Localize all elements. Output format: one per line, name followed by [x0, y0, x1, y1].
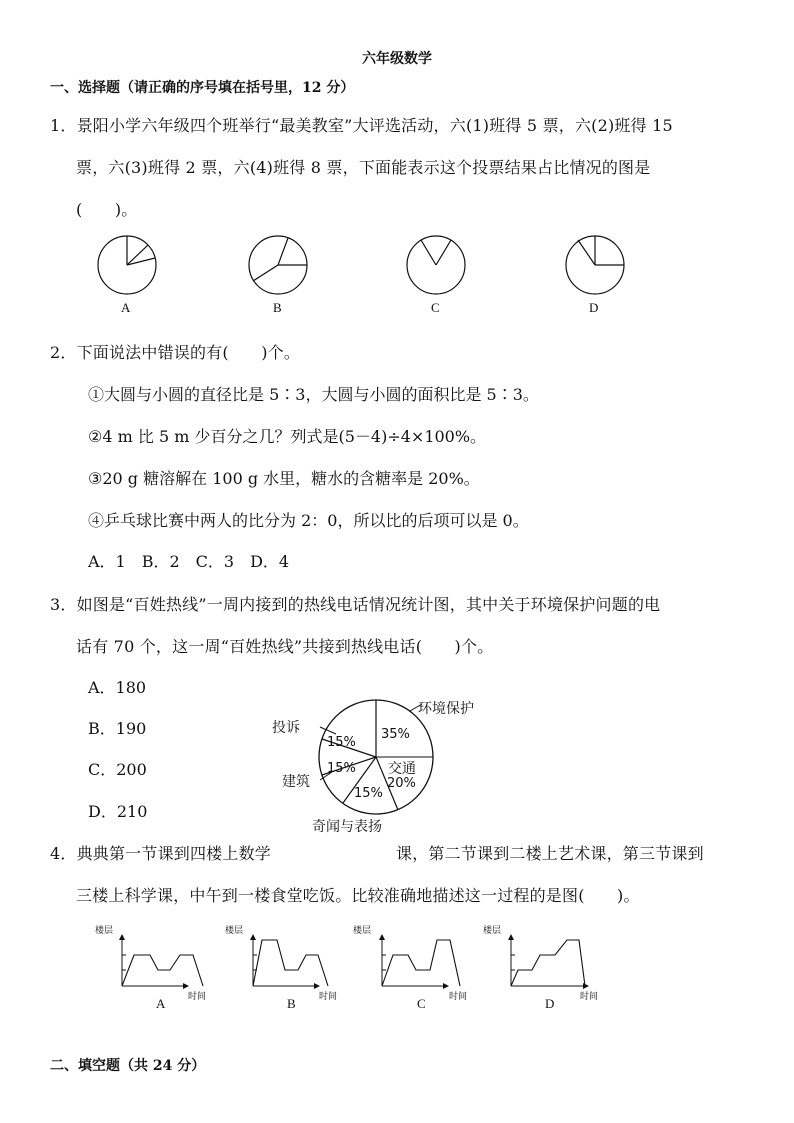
pie-env-label: 环境保护 — [418, 701, 474, 717]
pie-news-label: 奇闻与表扬 — [312, 819, 382, 835]
graph-d-label: D — [545, 996, 555, 1011]
q4-line1b: 课，第二节课到二楼上艺术课，第三节课到 — [396, 844, 704, 863]
q3-option-c: C．200 — [88, 760, 147, 779]
graph-c-y-label: 楼层 — [353, 926, 372, 936]
pie-option-b-label: B — [273, 300, 282, 315]
q3-option-a: A．180 — [88, 678, 147, 697]
floor-graph-b[interactable] — [253, 935, 328, 986]
graph-c-label: C — [417, 996, 426, 1011]
q2-statement-3: ③20 g 糖溶解在 100 g 水里，糖水的含糖率是 20%。 — [88, 469, 480, 488]
q1-line2: 票，六(3)班得 2 票，六(4)班得 8 票，下面能表示这个投票结果占比情况的图是 — [76, 158, 651, 177]
graph-c-x-label: 时间 — [449, 992, 468, 1002]
section-1-heading: 一、选择题（请正确的序号填在括号里，12 分） — [50, 80, 355, 96]
graph-b-label: B — [287, 996, 296, 1011]
pie-traffic-label: 交通 — [388, 761, 416, 777]
pie-option-c-label: C — [431, 300, 440, 315]
graph-a-x-label: 时间 — [188, 992, 207, 1002]
pie-option-a-label: A — [121, 300, 131, 315]
q2-stem: 2．下面说法中错误的有( )个。 — [50, 343, 301, 362]
pie-option-d-label: D — [589, 300, 599, 315]
graph-d-y-label: 楼层 — [483, 926, 502, 936]
pie-env-pct: 35% — [381, 727, 410, 742]
graph-b-y-label: 楼层 — [225, 926, 244, 936]
pie-build-pct: 15% — [327, 761, 356, 776]
q4-line2: 三楼上科学课，中午到一楼食堂吃饭。比较准确地描述这一过程的是图( )。 — [76, 886, 640, 905]
q3-option-b: B．190 — [88, 719, 147, 738]
q1-line1: 1．景阳小学六年级四个班举行“最美教室”大评选活动，六(1)班得 5 票，六(2)班得 15 — [50, 116, 673, 135]
pie-complaint-pct: 15% — [327, 735, 356, 750]
floor-graph-c[interactable] — [382, 935, 460, 986]
q2-statement-4: ④乒乓球比赛中两人的比分为 2：0，所以比的后项可以是 0。 — [88, 511, 529, 530]
q2-choices: A．1 B．2 C．3 D．4 — [88, 552, 290, 571]
floor-graph-a[interactable] — [122, 935, 203, 986]
pie-build-label: 建筑 — [282, 774, 310, 790]
section-2-heading: 二、填空题（共 24 分） — [50, 1058, 206, 1074]
q3-line1: 3．如图是“百姓热线”一周内接到的热线电话情况统计图，其中关于环境保护问题的电 — [50, 595, 661, 614]
q1-line3: ( )。 — [76, 200, 138, 219]
graph-a-label: A — [156, 996, 166, 1011]
graph-d-x-label: 时间 — [580, 992, 599, 1002]
page-title: 六年级数学 — [362, 51, 432, 67]
q3-option-d: D．210 — [88, 802, 148, 821]
pie-complaint-label: 投诉 — [272, 720, 300, 736]
pie-news-pct: 15% — [354, 786, 383, 801]
pie-traffic-pct: 20% — [387, 776, 416, 791]
graph-b-x-label: 时间 — [319, 992, 338, 1002]
q3-line2: 话有 70 个，这一周“百姓热线”共接到热线电话( )个。 — [76, 637, 494, 656]
q2-statement-1: ①大圆与小圆的直径比是 5∶3，大圆与小圆的面积比是 5∶3。 — [88, 385, 539, 404]
floor-graph-d[interactable] — [511, 935, 588, 986]
q4-line1a: 4．典典第一节课到四楼上数学 — [50, 844, 271, 863]
q2-statement-2: ②4 m 比 5 m 少百分之几？列式是(5－4)÷4×100%。 — [88, 427, 487, 446]
graph-a-y-label: 楼层 — [95, 926, 114, 936]
